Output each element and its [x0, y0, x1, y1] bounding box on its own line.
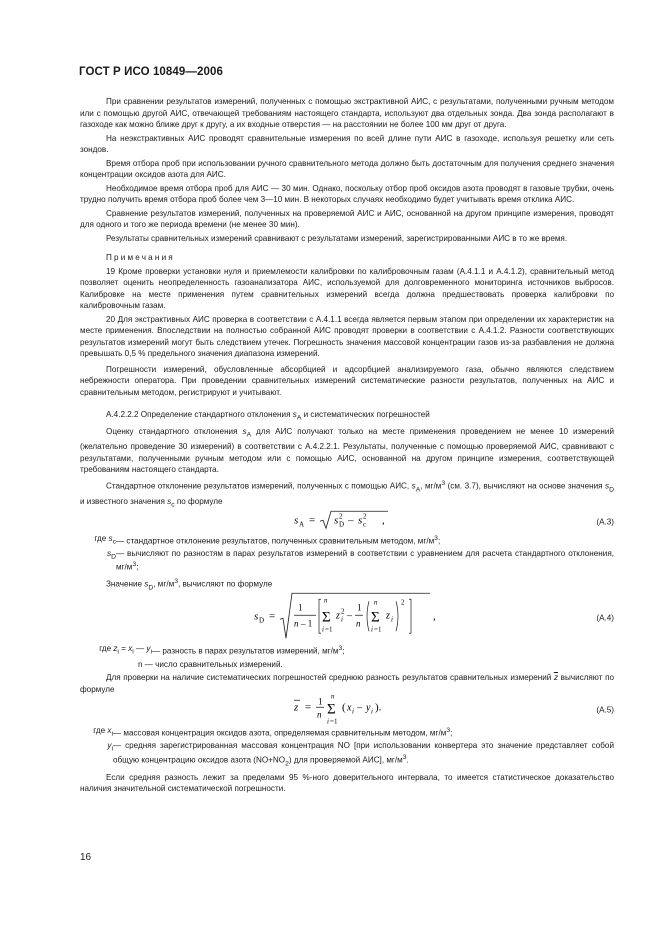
- paragraph: Если средняя разность лежит за пределами 95 %-ного доверительного интервала, то имеется статистическое доказательство наличия значительной систематической погрешности.: [80, 772, 614, 793]
- svg-text:,: ,: [433, 610, 436, 623]
- section-heading: А.4.2.2.2 Определение стандартного отклонения $s_A$ и систематических погрешностей: [106, 410, 430, 422]
- svg-text:x: x: [347, 702, 352, 714]
- svg-text:n: n: [294, 618, 299, 629]
- svg-text:i: i: [391, 615, 393, 624]
- svg-text:A: A: [299, 519, 305, 528]
- svg-text:–: –: [347, 610, 352, 622]
- formula-a3-expression: [292, 509, 402, 535]
- paragraph: Необходимое время отбора проб для АИС — 30 мин. Однако, поскольку отбор проб оксидов азота проводят в газовые трубки, очень трудно получить время отбора проб более чем 3—10 мин. В некоторых случаях необходимо будет учитывать время отклика АИС.: [80, 183, 614, 204]
- svg-text:n: n: [317, 709, 322, 720]
- svg-text:Σ: Σ: [371, 609, 380, 626]
- svg-text:).: ).: [375, 701, 382, 714]
- notes-heading: Примечания: [106, 253, 175, 262]
- svg-text:1: 1: [357, 602, 362, 613]
- page-header: ГОСТ Р ИСО 10849—2006: [79, 66, 224, 78]
- where-item: где $x_i$ — массовая концентрация оксидов азота, определяемая сравнительным методом, $мг/м^3$;: [93, 726, 453, 738]
- svg-text:i: i: [371, 625, 373, 634]
- paragraph: Для проверки на наличие систематических погрешностей среднюю разность результатов сравнительных измерений $\overline{z}$ вычисляют по формуле: [80, 673, 614, 694]
- formula-a5-number: (А.5): [596, 705, 614, 715]
- formula-a5: [80, 692, 614, 726]
- formula-a4-expression: [252, 592, 442, 646]
- formula-a4: [80, 593, 614, 643]
- svg-text:(: (: [342, 701, 346, 714]
- svg-text:Σ: Σ: [327, 701, 336, 718]
- svg-text:Σ: Σ: [322, 609, 331, 626]
- paragraph: Оценку стандартного отклонения $s_A$ для АИС получают только на месте применения проведением не менее 10 измерений (желательно проведение 30 измерений) в соответствии с А.4.2.2.1. Результаты, полученные с помощью проверяемой АИС, сравнивают с результатами, полученными ручным методом или с помощью АИС, основанной на другом принципе измерения, соответствующей требованиям настоящего стандарта.: [80, 427, 614, 475]
- svg-text:i: i: [327, 717, 329, 726]
- paragraph: Время отбора проб при использовании ручного сравнительного метода должно быть достаточным для получения среднего значения концентрации оксидов азота для АИС.: [80, 158, 614, 179]
- where-item: где $s_c$ — стандартное отклонение результатов, полученных сравнительным методом, $мг/м^3$;: [94, 533, 441, 546]
- formula-a5-expression: [292, 691, 402, 729]
- formula-a3-number: (А.3): [596, 516, 614, 526]
- svg-text:=1: =1: [330, 717, 338, 726]
- svg-text:=: =: [309, 513, 316, 526]
- svg-text:n: n: [356, 618, 361, 629]
- where-item: $s_D$ — вычисляют по разностям в парах результатов измерений в соответствии с уравнением для расчета стандартного отклонения, $мг/м^3$;: [107, 548, 614, 573]
- svg-text:–: –: [348, 513, 354, 526]
- paragraph: Результаты сравнительных измерений сравнивают с результатами измерений, зарегистрированными АИС в то же время.: [106, 233, 568, 243]
- page-number: 16: [80, 852, 92, 863]
- svg-text:i: i: [322, 625, 324, 634]
- formula-a4-number: (А.4): [596, 613, 614, 623]
- svg-text:D: D: [259, 616, 265, 625]
- svg-text:1: 1: [298, 602, 303, 613]
- svg-text:z: z: [336, 610, 340, 622]
- svg-text:2: 2: [339, 511, 343, 520]
- where-item: $y_i$ — средняя зарегистрированная массовая концентрация NO [при использовании конвертера это значение представляет собой общую концентрацию оксидов азота $(NO+NO_2)$ для проверяемой АИС], $мг/м^3$.: [107, 741, 614, 767]
- svg-text:s: s: [358, 513, 363, 526]
- paragraph: На неэкстрактивных АИС проводят сравнительные измерения по всей длине пути АИС в газоходе, используя решетку или сеть зондов.: [80, 133, 614, 154]
- svg-text:=: =: [269, 610, 276, 623]
- paragraph: При сравнении результатов измерений, полученных с помощью экстрактивной АИС, с результатами, полученными ручным методом или с помощью другой АИС, отвечающей требованиям настоящего стандарта, используют два отдельных зонда. Два зонда располагают в газоходе как можно ближе друг к другу, а их входные отверстия — на расстоянии не более 100 мм друг от друга.: [80, 97, 614, 129]
- svg-text:i: i: [352, 707, 354, 716]
- formula-a5-svg: [292, 691, 402, 725]
- note-20: 20 Для экстрактивных АИС проверка в соответствии с А.4.1.1 всегда является первым этапом при определении их характеристик на месте применения. Впоследствии на полностью собранной АИС проводят проверки в соответствии с А.4.1.2. Разности соответствующих результатов измерений могут быть следствием утечек. Погрешность значения массовой концентрации газов из-за разбавления не должна превышать 0,5 % предельного значения диапазона измерений.: [80, 314, 614, 358]
- svg-text:n: n: [324, 596, 328, 605]
- svg-text:s: s: [254, 610, 259, 623]
- svg-text:2: 2: [341, 607, 345, 616]
- formula-a4-svg: [252, 592, 442, 642]
- svg-text:s: s: [294, 513, 299, 526]
- svg-text:y: y: [366, 702, 371, 714]
- formula-a3: [80, 511, 614, 533]
- note-19: 19 Кроме проверки установки нуля и приемлемости калибровки по калибровочным газам (А.4.1.1 и А.4.1.2), сравнительный метод позволяет оценить неопределенность газоанализатора АИС, используемой для долговременного мониторинга источников выбросов. Калибровке на месте применения путем сравнительных измерений всегда должна предшествовать проверка калибровки по калибровочным газам.: [80, 266, 614, 310]
- svg-text:,: ,: [382, 513, 385, 526]
- where-item: n — число сравнительных измерений.: [138, 659, 283, 669]
- where-item: где $z_i = x_i$ — $y_i$ — разность в парах результатов измерений, $мг/м^3$;: [99, 644, 345, 657]
- svg-text:z: z: [294, 701, 299, 714]
- paragraph: Стандартное отклонение результатов измерений, полученных с помощью АИС, $s_A$, $мг/м^3$ (см. 3.7), вычисляют на основе значения $s_D$ и известного значения $s_c$ по формуле: [80, 479, 614, 509]
- svg-text:=1: =1: [374, 625, 382, 634]
- note-20-continued: Погрешности измерений, обусловленные абсорбцией и адсорбцией анализируемого газа, обычно являются следствием небрежности оператора. При проведении сравнительных измерений систематические разности результатов, полученных на АИС и сравнительным методом, регистрируют и учитывают.: [80, 364, 614, 397]
- page-content: [80, 96, 614, 795]
- svg-text:2: 2: [363, 511, 367, 520]
- svg-text:i: i: [341, 615, 343, 624]
- svg-text:s: s: [334, 513, 339, 526]
- paragraph: Сравнение результатов измерений, полученных на проверяемой АИС и АИС, основанной на другом принципе измерения, проводят для одного и того же периода времени (не менее 30 мин).: [80, 208, 614, 229]
- svg-text:n: n: [331, 692, 335, 701]
- svg-text:i: i: [371, 707, 373, 716]
- svg-text:n: n: [374, 598, 378, 607]
- svg-text:=1: =1: [325, 625, 333, 634]
- svg-text:– 1: – 1: [301, 618, 313, 629]
- svg-text:c: c: [363, 519, 367, 528]
- svg-text:z: z: [386, 610, 390, 622]
- paragraph: Значение $s_D$, $мг/м^3$, вычисляют по формуле: [106, 577, 273, 591]
- svg-text:D: D: [339, 519, 345, 528]
- svg-text:1: 1: [318, 696, 323, 707]
- svg-text:–: –: [357, 702, 362, 714]
- svg-text:=: =: [305, 701, 312, 714]
- svg-text:2: 2: [401, 598, 405, 607]
- formula-a3-svg: [292, 509, 402, 531]
